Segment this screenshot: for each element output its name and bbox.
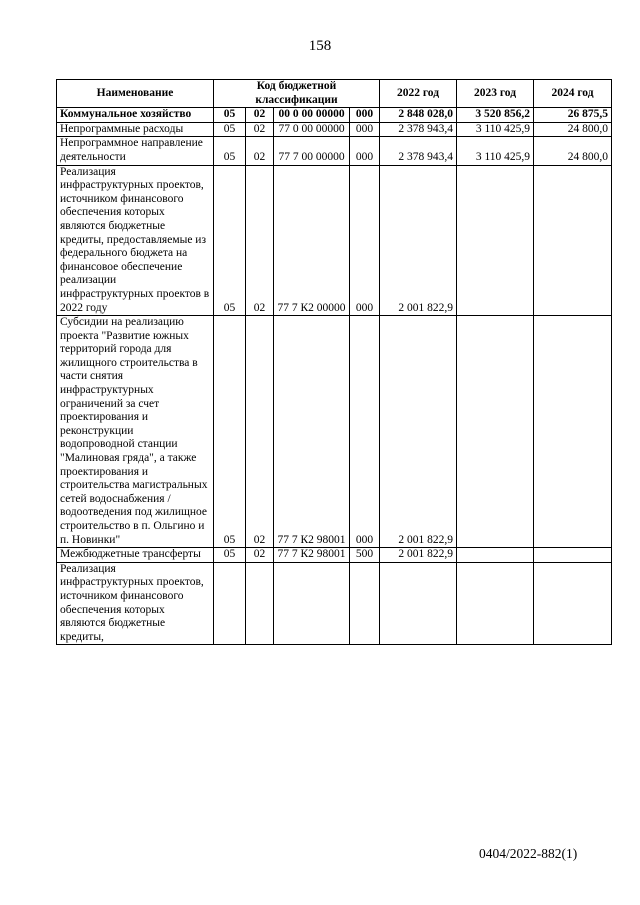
- row-target: 00 0 00 00000: [274, 108, 350, 123]
- table-row: [57, 165, 612, 316]
- header-2022: 2022 год: [380, 80, 457, 108]
- header-name: Наименование: [57, 80, 214, 108]
- row-name: Субсидии на реализацию проекта "Развитие южных территорий города для жилищного строительства в части снятия инфраструктурных ограничений за счет проектирования и реконструкции водопроводной станции "Малиновая гряда", а также проектирования и строительства магистральных сетей водоснабжения / водоотведения под жилищное строительство в п. Ольгино и п. Новинки": [57, 316, 214, 548]
- document-number: 0404/2022-882(1): [479, 846, 578, 861]
- row-section: 05: [214, 137, 246, 165]
- budget-table: [56, 79, 612, 645]
- row-kind: 000: [350, 137, 380, 165]
- row-name: Реализация инфраструктурных проектов, источником финансового обеспечения которых являются бюджетные кредиты,: [57, 562, 214, 645]
- row-section: 05: [214, 165, 246, 316]
- row-value-2024: [534, 165, 612, 316]
- row-target: 77 7 К2 98001: [274, 316, 350, 548]
- row-target: 77 7 К2 00000: [274, 165, 350, 316]
- row-kind: 000: [350, 316, 380, 548]
- row-subsection: 02: [246, 122, 274, 137]
- row-value-2023: [457, 562, 534, 645]
- row-value-2023: [457, 165, 534, 316]
- row-section: 05: [214, 108, 246, 123]
- row-subsection: 02: [246, 108, 274, 123]
- row-value-2023: [457, 316, 534, 548]
- row-value-2024: 24 800,0: [534, 137, 612, 165]
- row-value-2022: 2 378 943,4: [380, 137, 457, 165]
- row-value-2023: 3 520 856,2: [457, 108, 534, 123]
- row-section: 05: [214, 122, 246, 137]
- table-row: [57, 316, 612, 548]
- table-row: [57, 548, 612, 563]
- row-subsection: 02: [246, 165, 274, 316]
- row-value-2023: 3 110 425,9: [457, 122, 534, 137]
- row-name: Реализация инфраструктурных проектов, источником финансового обеспечения которых являются бюджетные кредиты, предоставляемые из федерального бюджета на финансовое обеспечение реализации инфраструктурных проектов в 2022 году: [57, 165, 214, 316]
- row-subsection: 02: [246, 548, 274, 563]
- row-target: 77 0 00 00000: [274, 122, 350, 137]
- table-row: [57, 108, 612, 123]
- row-subsection: 02: [246, 316, 274, 548]
- table-header-row: [57, 80, 612, 108]
- row-target: 77 7 00 00000: [274, 137, 350, 165]
- row-name: Непрограммное направление деятельности: [57, 137, 214, 165]
- row-name: Непрограммные расходы: [57, 122, 214, 137]
- header-2023: 2023 год: [457, 80, 534, 108]
- row-value-2022: 2 378 943,4: [380, 122, 457, 137]
- row-value-2022: 2 001 822,9: [380, 316, 457, 548]
- row-kind: [350, 562, 380, 645]
- row-kind: 000: [350, 122, 380, 137]
- row-value-2024: 26 875,5: [534, 108, 612, 123]
- row-section: [214, 562, 246, 645]
- row-value-2024: 24 800,0: [534, 122, 612, 137]
- row-section: 05: [214, 548, 246, 563]
- table-row: [57, 562, 612, 645]
- table-row: [57, 122, 612, 137]
- row-value-2022: 2 848 028,0: [380, 108, 457, 123]
- row-value-2024: [534, 562, 612, 645]
- row-kind: 500: [350, 548, 380, 563]
- row-name: Межбюджетные трансферты: [57, 548, 214, 563]
- row-kind: 000: [350, 165, 380, 316]
- row-value-2024: [534, 316, 612, 548]
- row-section: 05: [214, 316, 246, 548]
- row-kind: 000: [350, 108, 380, 123]
- header-2024: 2024 год: [534, 80, 612, 108]
- row-target: 77 7 К2 98001: [274, 548, 350, 563]
- row-value-2024: [534, 548, 612, 563]
- row-subsection: 02: [246, 137, 274, 165]
- row-name: Коммунальное хозяйство: [57, 108, 214, 123]
- row-target: [274, 562, 350, 645]
- row-value-2022: [380, 562, 457, 645]
- row-value-2023: [457, 548, 534, 563]
- header-code: Код бюджетной классификации: [214, 80, 380, 108]
- row-subsection: [246, 562, 274, 645]
- row-value-2022: 2 001 822,9: [380, 548, 457, 563]
- row-value-2022: 2 001 822,9: [380, 165, 457, 316]
- page-number: 158: [308, 38, 332, 54]
- row-value-2023: 3 110 425,9: [457, 137, 534, 165]
- table-row: [57, 137, 612, 165]
